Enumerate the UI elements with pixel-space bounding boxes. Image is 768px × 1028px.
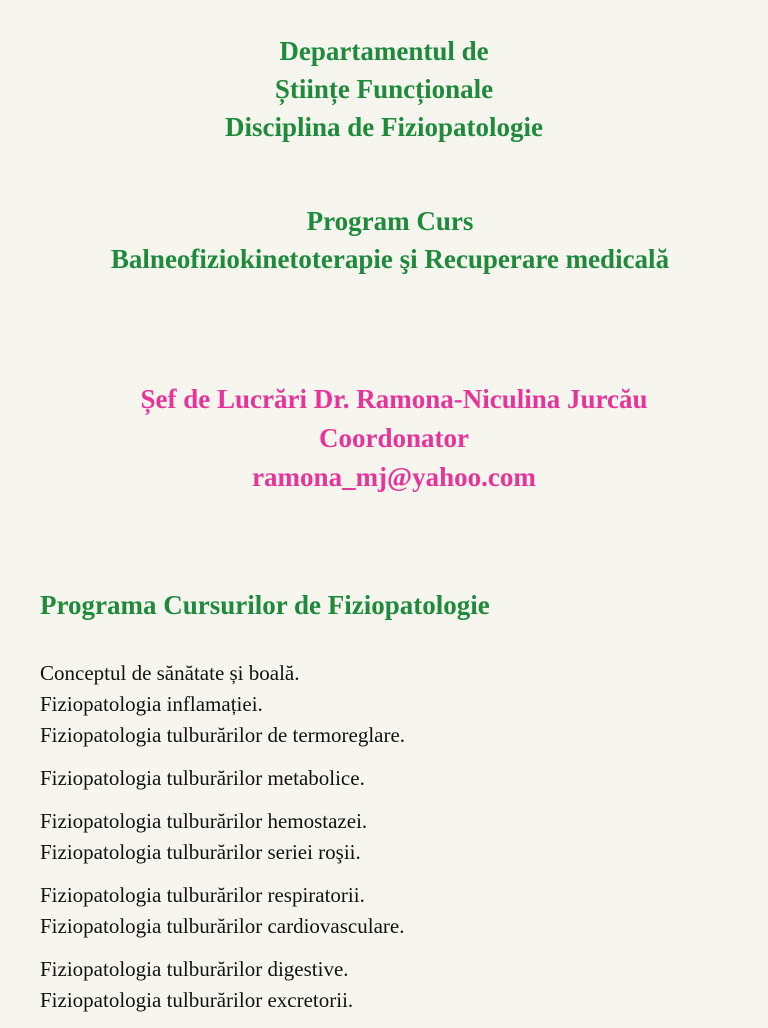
list-item: Conceptul de sănătate și boală. <box>40 661 300 685</box>
course-program-slide <box>0 576 768 1024</box>
program-line: Program Curs <box>306 206 474 236</box>
author-block <box>10 380 768 497</box>
discipline-line: Disciplina de Fiziopatologie <box>224 112 543 142</box>
author-role: Coordonator <box>319 423 469 453</box>
list-item: Fiziopatologia inflamației. <box>40 692 263 716</box>
slide-title: Programa Cursurilor de Fiziopatologie <box>40 590 490 620</box>
topic-group <box>40 763 405 794</box>
list-item: Fiziopatologia tulburărilor metabolice. <box>40 766 365 790</box>
author-name: Șef de Lucrări Dr. Ramona-Niculina Jurcău <box>140 384 648 414</box>
list-item: Fiziopatologia tulburărilor de termoreglare. <box>40 723 406 747</box>
topic-group <box>40 806 405 868</box>
list-item: Fiziopatologia tulburărilor excretorii. <box>40 988 354 1012</box>
program-line: Balneofiziokinetoterapie şi Recuperare medicală <box>110 244 670 274</box>
department-line: Științe Funcționale <box>274 74 494 104</box>
topic-group <box>40 954 405 1016</box>
program-heading <box>0 202 768 278</box>
author-email: ramona_mj@yahoo.com <box>252 462 536 492</box>
department-line: Departamentul de <box>279 36 489 66</box>
department-heading <box>0 32 768 146</box>
list-item: Fiziopatologia tulburărilor seriei roşii. <box>40 840 361 864</box>
list-item: Fiziopatologia tulburărilor cardiovasculare. <box>40 914 405 938</box>
list-item: Fiziopatologia tulburărilor digestive. <box>40 957 349 981</box>
list-item: Fiziopatologia tulburărilor respiratorii. <box>40 883 365 907</box>
list-item: Fiziopatologia tulburărilor hemostazei. <box>40 809 368 833</box>
topic-group <box>40 880 405 942</box>
topic-group <box>40 658 405 751</box>
topic-list <box>40 658 405 1028</box>
